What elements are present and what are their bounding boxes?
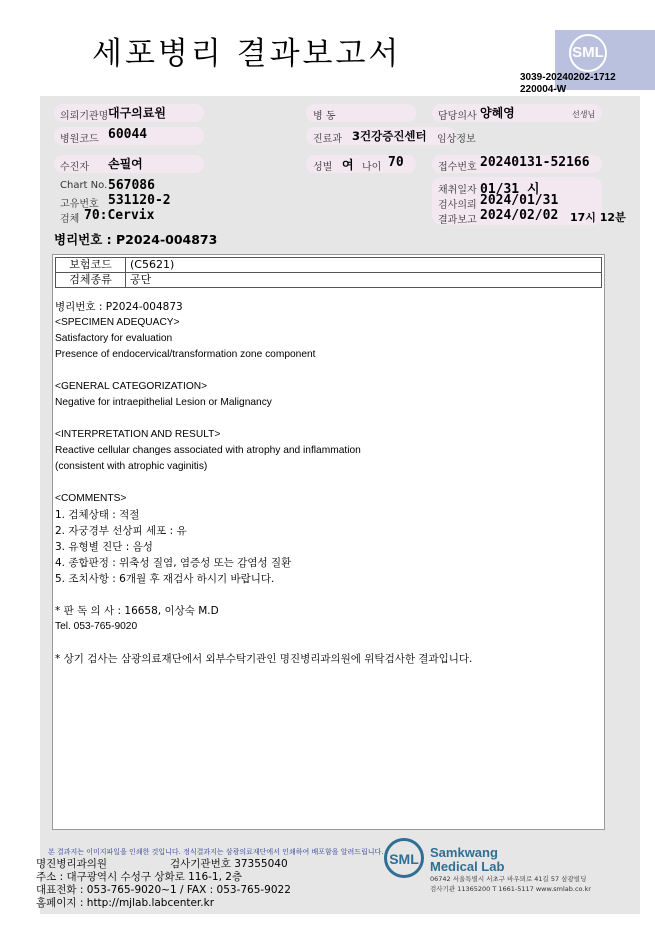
lab-address: 주소 : 대구광역시 수성구 상화로 116-1, 2층 xyxy=(36,871,243,883)
samkwang-logo: SML xyxy=(384,838,424,878)
doctor-value: 양혜영 xyxy=(480,106,515,120)
report-line xyxy=(55,411,603,427)
report-line: 2. 자궁경부 선상피 세포 : 유 xyxy=(55,525,187,537)
report-title: 세포병리 결과보고서 xyxy=(92,36,402,72)
table-row xyxy=(56,273,602,288)
report-text xyxy=(55,299,603,667)
clinical-info-label: 임상정보 xyxy=(437,134,476,145)
report-date-label: 결과보고 xyxy=(438,215,477,226)
report-line xyxy=(55,363,603,379)
lab-name: 명진병리과의원 xyxy=(36,858,108,870)
lab-code: 검사기관번호 37355040 xyxy=(170,858,288,870)
accession-value: 20240131-52166 xyxy=(480,155,590,170)
collect-value: 01/31 시 xyxy=(480,182,540,197)
dept-label: 진료과 xyxy=(313,134,342,145)
report-line: Presence of endocervical/transformation zone component xyxy=(55,349,316,360)
doctor-label: 담당의사 xyxy=(438,111,477,122)
specimen-type-value: 공단 xyxy=(126,273,602,288)
request-label: 검사의뢰 xyxy=(438,200,477,211)
age-label: 나이 xyxy=(362,162,382,173)
report-line: <SPECIMEN ADEQUACY> xyxy=(55,317,180,328)
institution-label: 의뢰기관명 xyxy=(60,111,109,122)
collect-label: 채취일자 xyxy=(438,185,477,196)
report-line: * 판 독 의 사 : 16658, 이상숙 M.D xyxy=(55,605,219,617)
partner-address: 06742 서울특별시 서초구 바우뫼로 41길 57 삼광빌딩 검사기관 11365200 T 1661-5117 www.smlab.co.kr xyxy=(430,875,591,893)
specimen-type-label: 검체종류 xyxy=(56,273,126,288)
report-line: * 상기 검사는 삼광의료재단에서 외부수탁기관인 명진병리과의원에 위탁검사한 결과입니다. xyxy=(55,653,473,665)
dept-value: 3건강증진센터 xyxy=(352,129,427,143)
institution-value: 대구의료원 xyxy=(108,106,166,120)
sex-label: 성별 xyxy=(313,162,333,173)
report-line: 4. 종합판정 : 위축성 질염, 염증성 또는 감염성 질환 xyxy=(55,557,292,569)
lab-phone: 대표전화 : 053-765-9020~1 / FAX : 053-765-9022 xyxy=(36,884,291,896)
report-date-value: 2024/02/02 xyxy=(480,208,559,223)
report-line: <INTERPRETATION AND RESULT> xyxy=(55,429,221,440)
report-line xyxy=(55,635,603,651)
insurance-code-label: 보험코드 xyxy=(56,258,126,273)
specimen-label: 검체 xyxy=(60,214,80,225)
report-line: 병리번호 : P2024-004873 xyxy=(55,301,183,313)
sex-value: 여 xyxy=(342,158,354,172)
report-line xyxy=(55,475,603,491)
id-value: 531120-2 xyxy=(108,193,171,208)
accession-label: 접수번호 xyxy=(438,162,477,173)
chart-value: 567086 xyxy=(108,178,155,193)
lab-homepage: 홈페이지 : http://mjlab.labcenter.kr xyxy=(36,897,215,909)
report-line xyxy=(55,587,603,603)
age-value: 70 xyxy=(388,155,404,170)
specimen-value: 70:Cervix xyxy=(84,208,155,223)
patient-value: 손필여 xyxy=(108,157,143,171)
report-line: Reactive cellular changes associated with atrophy and inflammation xyxy=(55,445,361,456)
pathology-number: 병리번호 : P2024-004873 xyxy=(54,232,218,247)
partner-name: Samkwang Medical Lab xyxy=(430,845,505,874)
footer-note: 본 결과지는 이미지파일을 인쇄한 것입니다. 정식결과지는 삼광의료재단에서 인쇄하여 배포함을 알려드립니다. xyxy=(48,848,384,856)
document-number: 3039-20240202-1712 220004-W xyxy=(520,72,616,95)
sml-logo: SML xyxy=(569,34,607,72)
patient-label: 수진자 xyxy=(60,162,89,173)
report-line: Satisfactory for evaluation xyxy=(55,333,173,344)
table-row xyxy=(56,258,602,273)
report-line: Tel. 053-765-9020 xyxy=(55,621,138,632)
insurance-code-value: (C5621) xyxy=(126,258,602,273)
doctor-suffix: 선생님 xyxy=(572,110,596,119)
report-body xyxy=(52,254,605,830)
report-line: (consistent with atrophic vaginitis) xyxy=(55,461,208,472)
ward-label: 병 동 xyxy=(313,111,336,122)
hospital-code-value: 60044 xyxy=(108,127,148,142)
report-time-value: 17시 12분 xyxy=(570,211,626,224)
insurance-table xyxy=(55,257,602,288)
report-line: <GENERAL CATEGORIZATION> xyxy=(55,381,208,392)
report-line: 3. 유형별 진단 : 음성 xyxy=(55,541,153,553)
id-label: 고유번호 xyxy=(60,199,99,210)
hospital-code-label: 병원코드 xyxy=(60,134,99,145)
chart-label: Chart No. xyxy=(60,180,108,191)
report-line: Negative for intraepithelial Lesion or Malignancy xyxy=(55,397,272,408)
request-value: 2024/01/31 xyxy=(480,193,559,208)
report-line: 5. 조치사항 : 6개월 후 재검사 하시기 바랍니다. xyxy=(55,573,275,585)
report-line: 1. 검체상태 : 적절 xyxy=(55,509,140,521)
report-line: <COMMENTS> xyxy=(55,493,127,504)
